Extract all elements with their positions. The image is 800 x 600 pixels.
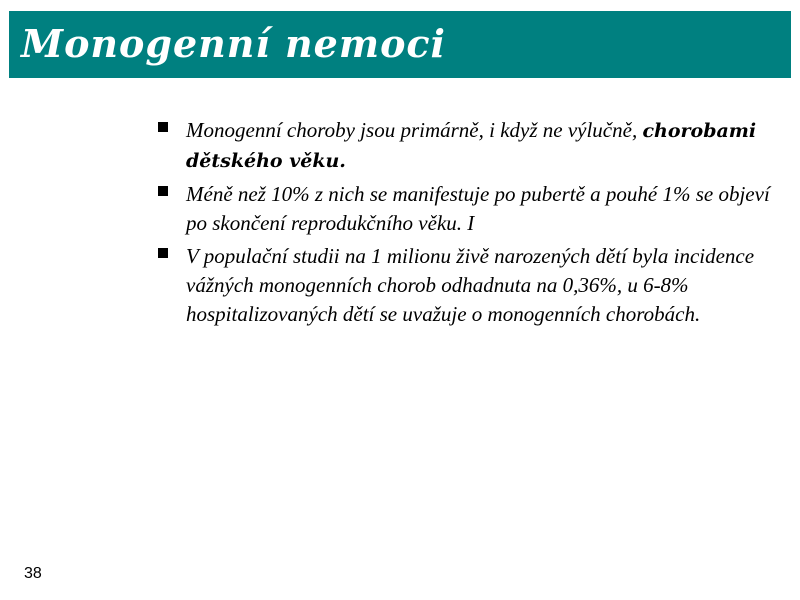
bullet-text-2: Méně než 10% z nich se manifestuje po pubertě a pouhé 1% se objeví po skončení reprodukčního věku. I bbox=[186, 182, 770, 235]
bullet-item-1 bbox=[158, 116, 778, 176]
bullet-item-2 bbox=[158, 180, 778, 238]
square-bullet-icon bbox=[158, 122, 168, 132]
title-bar bbox=[9, 11, 791, 78]
slide-title: Monogenní nemoci bbox=[21, 21, 446, 66]
bullet-text-1: Monogenní choroby jsou primárně, i když ne výlučně, bbox=[186, 118, 643, 142]
bullet-list bbox=[158, 116, 778, 333]
square-bullet-icon bbox=[158, 248, 168, 258]
square-bullet-icon bbox=[158, 186, 168, 196]
bullet-item-3 bbox=[158, 242, 778, 329]
bullet-emphasis-1: chorobami dětského věku. bbox=[186, 120, 757, 172]
slide-number: 38 bbox=[24, 565, 42, 582]
bullet-text-3: V populační studii na 1 milionu živě narozených dětí byla incidence vážných monogenních chorob odhadnuta na 0,36%, u 6-8% hospitalizovaných dětí se uvažuje o monogenních chorobách. bbox=[186, 244, 755, 326]
